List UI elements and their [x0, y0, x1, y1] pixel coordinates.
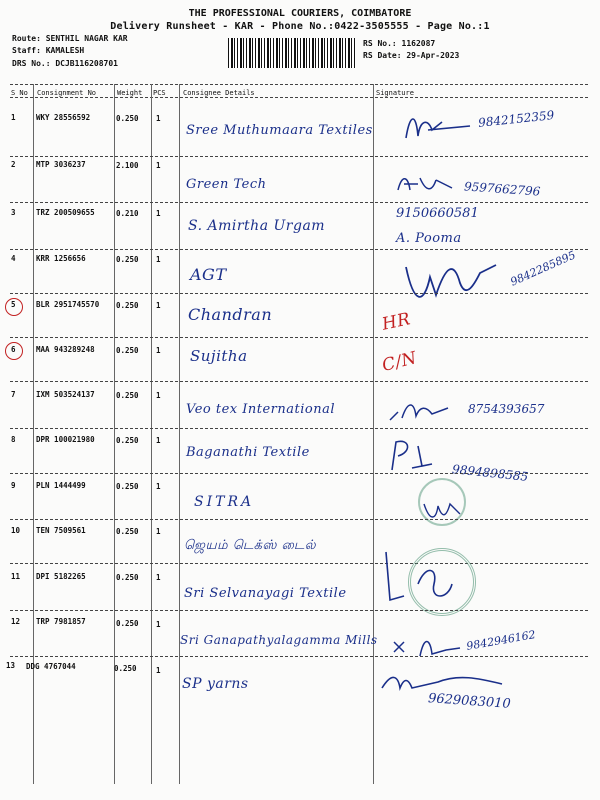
row-pcs: 1	[156, 527, 161, 536]
row-pcs: 1	[156, 161, 161, 170]
row-status-mark: C/N	[380, 348, 420, 376]
signature-scribble	[386, 398, 466, 426]
row-rule	[10, 249, 588, 250]
row-pcs: 1	[156, 255, 161, 264]
col-weight: Weight	[117, 89, 143, 97]
row-weight: 2.100	[116, 161, 139, 170]
row-weight: 0.250	[116, 527, 139, 536]
row-weight: 0.250	[114, 664, 137, 673]
row-phone: 9629083010	[427, 691, 512, 712]
row-sno: 8	[11, 435, 16, 444]
row-sno: 1	[11, 113, 16, 122]
row-weight: 0.250	[116, 619, 139, 628]
row-weight: 0.250	[116, 346, 139, 355]
row-consignment: KRR 1256656	[36, 254, 86, 263]
signature-scribble	[400, 255, 504, 319]
row-rule	[10, 337, 588, 338]
row-weight: 0.250	[116, 436, 139, 445]
row-status-mark: HR	[380, 309, 413, 335]
header-rule	[10, 97, 588, 98]
signature-scribble	[378, 668, 508, 696]
row-rule	[10, 610, 588, 611]
row-consignment: BLR 2951745570	[36, 300, 100, 309]
row-consignment: TRP 7981857	[36, 617, 86, 626]
row-phone: 9597662796	[463, 179, 541, 199]
col-consignee: Consignee Details	[183, 89, 255, 97]
col-sno: S No	[11, 89, 28, 97]
row-rule	[10, 156, 588, 157]
row-recipient-name: A. Pooma	[396, 231, 462, 246]
row-sno: 9	[11, 481, 16, 490]
row-consignment: TRZ 200509655	[36, 208, 95, 217]
row-sno: 10	[11, 526, 21, 535]
row-pcs: 1	[156, 482, 161, 491]
col-consignment: Consignment No	[37, 89, 97, 97]
row-rule	[10, 563, 588, 564]
row-pcs: 1	[156, 301, 161, 310]
row-weight: 0.250	[116, 255, 139, 264]
row-rule	[10, 428, 588, 429]
col-signature: Signature	[376, 89, 414, 97]
route-field: Route: SENTHIL NAGAR KAR	[12, 34, 128, 43]
table-top-rule	[10, 84, 588, 85]
row-consignment: TEN 7509561	[36, 526, 86, 535]
staff-field: Staff: KAMALESH	[12, 46, 85, 55]
row-consignee: Baganathi Textile	[186, 445, 310, 460]
row-rule	[10, 656, 588, 657]
row-sno: 13	[6, 661, 16, 670]
row-pcs: 1	[156, 391, 161, 400]
row-consignee: Sree Muthumaara Textiles	[186, 123, 373, 138]
row-weight: 0.250	[116, 482, 139, 491]
row-phone: 8754393657	[468, 402, 545, 416]
rs-date: RS Date: 29-Apr-2023	[363, 51, 460, 60]
row-consignee: ஜெயம் டெக்ஸ் டைல்	[184, 538, 317, 553]
signature-scribble	[382, 436, 442, 476]
col-divider	[373, 84, 374, 784]
row-pcs: 1	[156, 620, 161, 629]
row-consignee: Sri Ganapathyalagamma Mills	[180, 633, 378, 647]
row-sno: 2	[11, 160, 16, 169]
drs-field: DRS No.: DCJB116208701	[12, 59, 118, 68]
rs-number: RS No.: 1162087	[363, 39, 436, 48]
row-rule	[10, 381, 588, 382]
col-divider	[151, 84, 152, 784]
col-pcs: PCS	[153, 89, 166, 97]
row-weight: 0.250	[116, 573, 139, 582]
row-consignment: DPR 100021980	[36, 435, 95, 444]
row-consignee: SITRA	[194, 494, 255, 510]
row-rule	[10, 202, 588, 203]
row-consignment: DPI 5182265	[36, 572, 86, 581]
signature-scribble	[398, 108, 478, 148]
col-divider	[33, 84, 34, 784]
row-weight: 0.250	[116, 301, 139, 310]
row-consignee: Veo tex International	[186, 402, 335, 417]
row-consignee: S. Amirtha Urgam	[188, 218, 326, 234]
row-consignment: DDG 4767044	[26, 662, 76, 671]
col-divider	[114, 84, 115, 784]
signature-scribble	[378, 544, 478, 610]
row-phone: 9842946162	[465, 628, 537, 653]
row-consignee: AGT	[190, 265, 227, 284]
row-consignee: Sri Selvanayagi Textile	[184, 586, 347, 601]
signature-scribble	[392, 170, 466, 198]
row-consignee: SP yarns	[182, 676, 249, 692]
company-title: THE PROFESSIONAL COURIERS, COIMBATORE	[188, 8, 412, 19]
row-sno: 11	[11, 572, 21, 581]
row-sno: 5	[11, 300, 16, 309]
row-consignee: Green Tech	[186, 177, 267, 192]
signature-scribble	[390, 632, 470, 662]
row-pcs: 1	[156, 209, 161, 218]
row-phone: 9842152359	[477, 108, 555, 130]
row-pcs: 1	[156, 436, 161, 445]
row-rule	[10, 519, 588, 520]
row-pcs: 1	[156, 114, 161, 123]
row-phone: 9842285895	[508, 248, 578, 289]
row-weight: 0.250	[116, 114, 139, 123]
row-consignment: IXM 503524137	[36, 390, 95, 399]
row-pcs: 1	[156, 666, 161, 675]
row-rule	[10, 473, 588, 474]
row-weight: 0.250	[116, 391, 139, 400]
row-sno: 6	[11, 345, 16, 354]
row-sno: 7	[11, 390, 16, 399]
col-divider	[179, 84, 180, 784]
row-consignment: WKY 28556592	[36, 113, 91, 122]
row-weight: 0.210	[116, 209, 139, 218]
row-sno: 3	[11, 208, 16, 217]
row-consignee: Chandran	[188, 305, 273, 324]
row-rule	[10, 293, 588, 294]
runsheet-title: Delivery Runsheet - KAR - Phone No.:0422-3505555 - Page No.:1	[110, 21, 490, 32]
row-phone: 9150660581	[396, 206, 479, 221]
row-consignee: Sujitha	[190, 347, 248, 365]
row-phone: 9894898585	[451, 462, 529, 484]
row-consignment: MTP 3036237	[36, 160, 86, 169]
barcode	[228, 38, 356, 68]
row-pcs: 1	[156, 346, 161, 355]
row-sno: 12	[11, 617, 21, 626]
row-consignment: MAA 943289248	[36, 345, 95, 354]
row-pcs: 1	[156, 573, 161, 582]
row-consignment: PLN 1444499	[36, 481, 86, 490]
row-sno: 4	[11, 254, 16, 263]
